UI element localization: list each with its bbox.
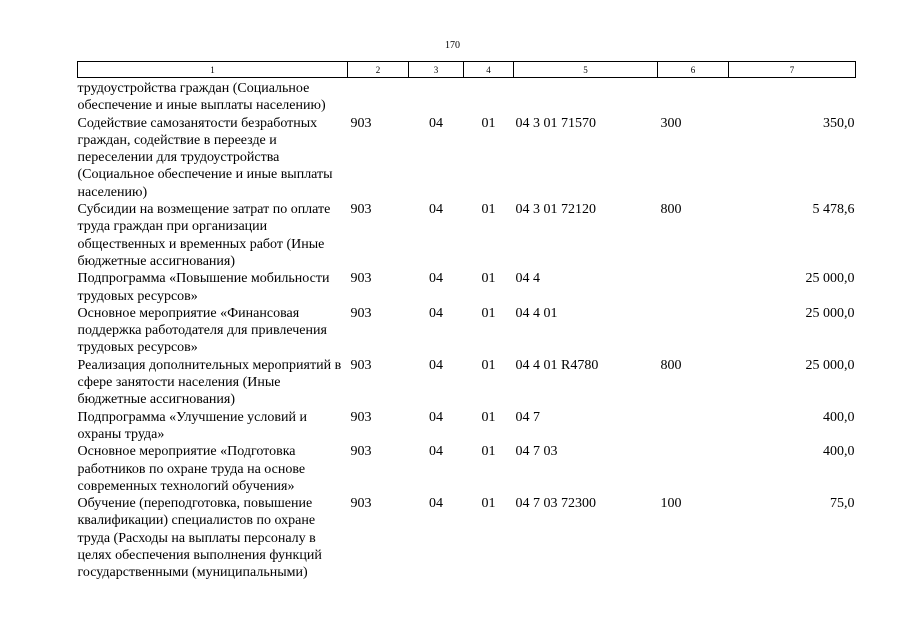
row-code-2: [348, 78, 409, 115]
table-row: [78, 357, 856, 409]
row-amount: 400,0: [823, 409, 855, 425]
column-header-1: 1: [78, 62, 348, 78]
row-code-4: 01: [481, 496, 496, 512]
table-row: [78, 495, 856, 581]
row-code-3: 04: [429, 271, 443, 287]
row-code-2: 903: [350, 357, 372, 373]
row-amount: [729, 78, 856, 115]
row-code-2: 903: [350, 271, 372, 287]
row-code-6: 100: [660, 496, 682, 512]
row-code-6: 800: [660, 202, 682, 218]
row-name: Подпрограмма «Повышение мобильности трудовых ресурсов»: [77, 271, 330, 304]
row-code-3: 04: [429, 409, 443, 425]
row-amount: 400,0: [823, 444, 855, 460]
row-code-4: 01: [481, 357, 496, 373]
row-code-5: 04 4 01 R4780: [515, 357, 599, 373]
budget-table: [77, 61, 856, 582]
page-number: 170: [445, 40, 460, 51]
row-name: Основное мероприятие «Подготовка работников по охране труда на основе современных технологий обучения»: [77, 444, 306, 494]
row-code-4: 01: [481, 271, 496, 287]
row-amount: 25 000,0: [805, 357, 855, 373]
row-code-3: 04: [429, 357, 443, 373]
row-name: Субсидии на возмещение затрат по оплате труда граждан при организации общественных и временных работ (Иные бюджетные ассигнования): [77, 202, 331, 269]
row-amount: 25 000,0: [805, 271, 855, 287]
row-code-6: [658, 305, 729, 357]
row-code-5: 04 3 01 71570: [515, 115, 596, 131]
row-code-4: 01: [481, 115, 496, 131]
table-row: [78, 270, 856, 305]
column-header-7: 7: [729, 62, 856, 78]
row-code-5: 04 7 03 72300: [515, 496, 596, 512]
row-amount: 5 478,6: [812, 202, 855, 218]
row-code-6: 800: [660, 357, 682, 373]
row-name: Содействие самозанятости безработных граждан, содействие в переезде и переселении для трудоустройства (Социальное обеспечение и иные выплаты населению): [77, 115, 333, 200]
row-code-2: 903: [350, 202, 372, 218]
row-code-6: [658, 443, 729, 495]
row-code-5: 04 3 01 72120: [515, 202, 596, 218]
row-code-2: 903: [350, 496, 372, 512]
row-code-3: 04: [429, 202, 443, 218]
row-amount: 350,0: [823, 115, 855, 131]
row-amount: 75,0: [830, 496, 855, 512]
row-code-3: 04: [429, 496, 443, 512]
column-header-3: 3: [409, 62, 464, 78]
row-code-5: 04 4 01: [515, 305, 558, 321]
row-code-5: 04 7 03: [515, 444, 558, 460]
table-row: [78, 115, 856, 201]
row-code-4: 01: [481, 444, 496, 460]
row-code-5: 04 7: [515, 409, 540, 425]
row-name: Реализация дополнительных мероприятий в сфере занятости населения (Иные бюджетные ассигнования): [77, 357, 342, 408]
column-header-4: 4: [464, 62, 514, 78]
table-row: [78, 409, 856, 444]
table-row: [78, 201, 856, 270]
row-code-5: [514, 78, 658, 115]
row-code-4: 01: [481, 202, 496, 218]
row-code-6: [658, 270, 729, 305]
row-code-2: 903: [350, 409, 372, 425]
column-header-6: 6: [658, 62, 729, 78]
row-code-3: [409, 78, 464, 115]
row-code-6: [658, 409, 729, 444]
row-code-6: 300: [660, 115, 682, 131]
row-code-5: 04 4: [515, 271, 540, 287]
row-code-4: 01: [481, 305, 496, 321]
row-name: трудоустройства граждан (Социальное обеспечение и иные выплаты населению): [77, 81, 326, 114]
row-code-3: 04: [429, 444, 443, 460]
row-code-3: 04: [429, 305, 443, 321]
row-code-2: 903: [350, 444, 372, 460]
row-name: Подпрограмма «Улучшение условий и охраны труда»: [77, 409, 307, 442]
row-code-2: 903: [350, 305, 372, 321]
column-header-2: 2: [348, 62, 409, 78]
row-code-2: 903: [350, 115, 372, 131]
row-code-3: 04: [429, 115, 443, 131]
row-code-4: [464, 78, 514, 115]
row-name: Обучение (переподготовка, повышение квалификации) специалистов по охране труда (Расходы на выплаты персоналу в целях обеспечения выполнения функций государственными (муниципальными): [77, 496, 322, 581]
row-code-6: [658, 78, 729, 115]
column-header-row: [78, 62, 856, 78]
row-code-4: 01: [481, 409, 496, 425]
table-row: [78, 443, 856, 495]
row-name: Основное мероприятие «Финансовая поддержка работодателя для привлечения трудовых ресурсов»: [77, 305, 327, 356]
table-row: [78, 305, 856, 357]
row-amount: 25 000,0: [805, 305, 855, 321]
table-row: [78, 78, 856, 115]
column-header-5: 5: [514, 62, 658, 78]
